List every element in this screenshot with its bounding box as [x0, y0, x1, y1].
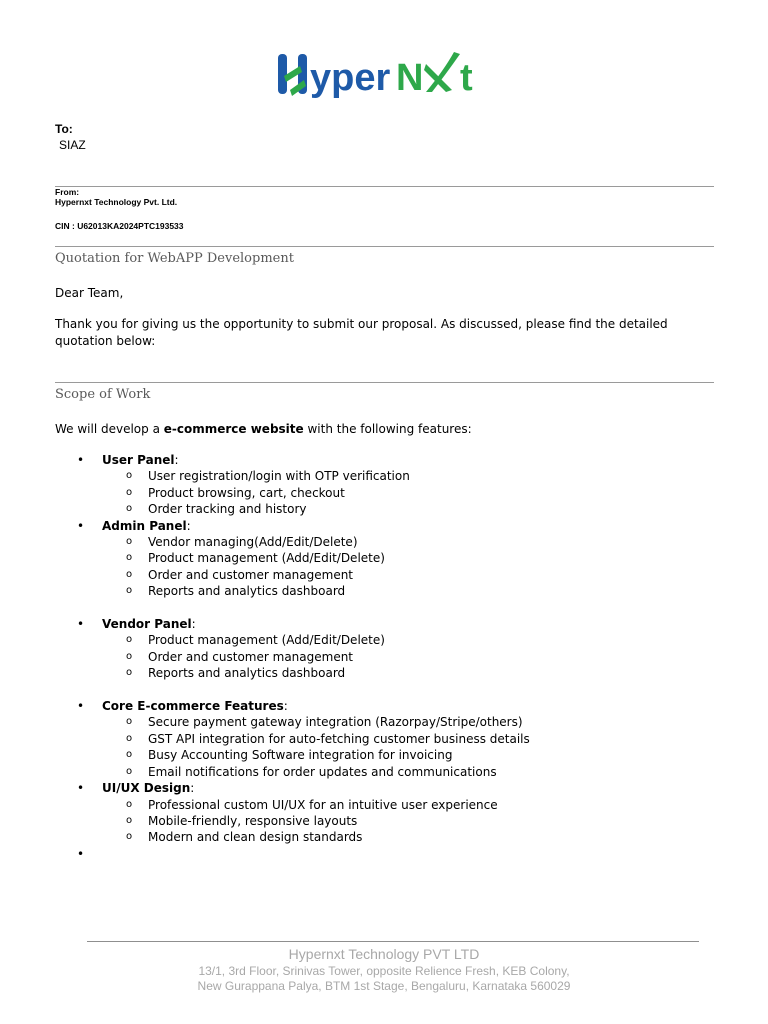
section-colon: :	[174, 453, 179, 467]
section-title: Core E-commerce Features	[102, 699, 284, 714]
list-item: o Product management (Add/Edit/Delete)	[102, 550, 695, 566]
footer-address-line2: New Gurappana Palya, BTM 1st Stage, Bengaluru, Karnataka 560029	[197, 979, 571, 993]
list-item: o Product browsing, cart, checkout	[102, 485, 695, 501]
sender-company: Hypernxt Technology Pvt. Ltd.	[55, 197, 178, 207]
cin-number: CIN : U62013KA2024PTC193533	[55, 221, 184, 231]
greeting: Dear Team,	[55, 286, 124, 300]
list-item: o User registration/login with OTP verification	[102, 468, 695, 484]
to-label: To:	[55, 122, 73, 136]
section-colon: :	[190, 781, 195, 796]
scope-lead-prefix: We will develop a	[55, 422, 164, 436]
svg-text:t: t	[460, 57, 473, 99]
list-item: o Reports and analytics dashboard	[102, 583, 695, 599]
logo-h-mark	[278, 54, 307, 96]
section-colon: :	[186, 518, 191, 533]
empty-bullet	[55, 846, 695, 862]
intro-paragraph: Thank you for giving us the opportunity to submit our proposal. As discussed, please find the detailed quotation below:	[55, 317, 668, 348]
footer-address-line1: 13/1, 3rd Floor, Srinivas Tower, opposite Relience Fresh, KEB Colony,	[198, 964, 570, 978]
quotation-title: Quotation for WebAPP Development	[55, 251, 294, 266]
divider	[55, 186, 714, 187]
list-item: o Busy Accounting Software integration for invoicing	[102, 747, 695, 763]
list-item: o Order tracking and history	[102, 501, 695, 517]
section-admin-panel	[55, 518, 695, 600]
list-item: o Order and customer management	[102, 567, 695, 583]
section-title: UI/UX Design	[102, 781, 191, 796]
footer-company: Hypernxt Technology PVT LTD	[288, 946, 480, 962]
section-colon: :	[283, 699, 288, 714]
svg-text:yper: yper	[310, 57, 391, 99]
feature-list	[55, 452, 695, 862]
recipient-name: SIAZ	[59, 138, 86, 152]
from-label: From:	[55, 187, 80, 197]
list-item: o Reports and analytics dashboard	[102, 665, 695, 681]
section-vendor-panel	[55, 616, 695, 682]
section-core-features	[55, 698, 695, 780]
list-item: o GST API integration for auto-fetching customer business details	[102, 731, 695, 747]
section-title: Admin Panel	[102, 518, 187, 533]
footer-divider	[87, 941, 699, 942]
divider	[55, 246, 714, 247]
list-item: o Order and customer management	[102, 649, 695, 665]
section-user-panel	[55, 452, 695, 518]
scope-title: Scope of Work	[55, 387, 151, 402]
hypernxt-logo	[276, 46, 496, 102]
list-item: o Product management (Add/Edit/Delete)	[102, 632, 695, 648]
list-item: o Mobile-friendly, responsive layouts	[102, 813, 695, 829]
svg-text:N: N	[396, 57, 424, 99]
list-item: o Professional custom UI/UX for an intuitive user experience	[102, 797, 695, 813]
list-item: o Modern and clean design standards	[102, 829, 695, 845]
list-item: o Vendor managing(Add/Edit/Delete)	[102, 534, 695, 550]
scope-lead-bold: e-commerce website	[163, 422, 304, 436]
list-item: o Secure payment gateway integration (Razorpay/Stripe/others)	[102, 714, 695, 730]
section-ui-ux	[55, 780, 695, 846]
scope-lead-suffix: with the following features:	[303, 422, 472, 436]
section-title: User Panel	[102, 453, 175, 467]
divider	[55, 382, 714, 383]
list-item: o Email notifications for order updates and communications	[102, 764, 695, 780]
section-title: Vendor Panel	[102, 617, 192, 632]
section-colon: :	[191, 617, 196, 632]
scope-lead	[55, 421, 472, 438]
